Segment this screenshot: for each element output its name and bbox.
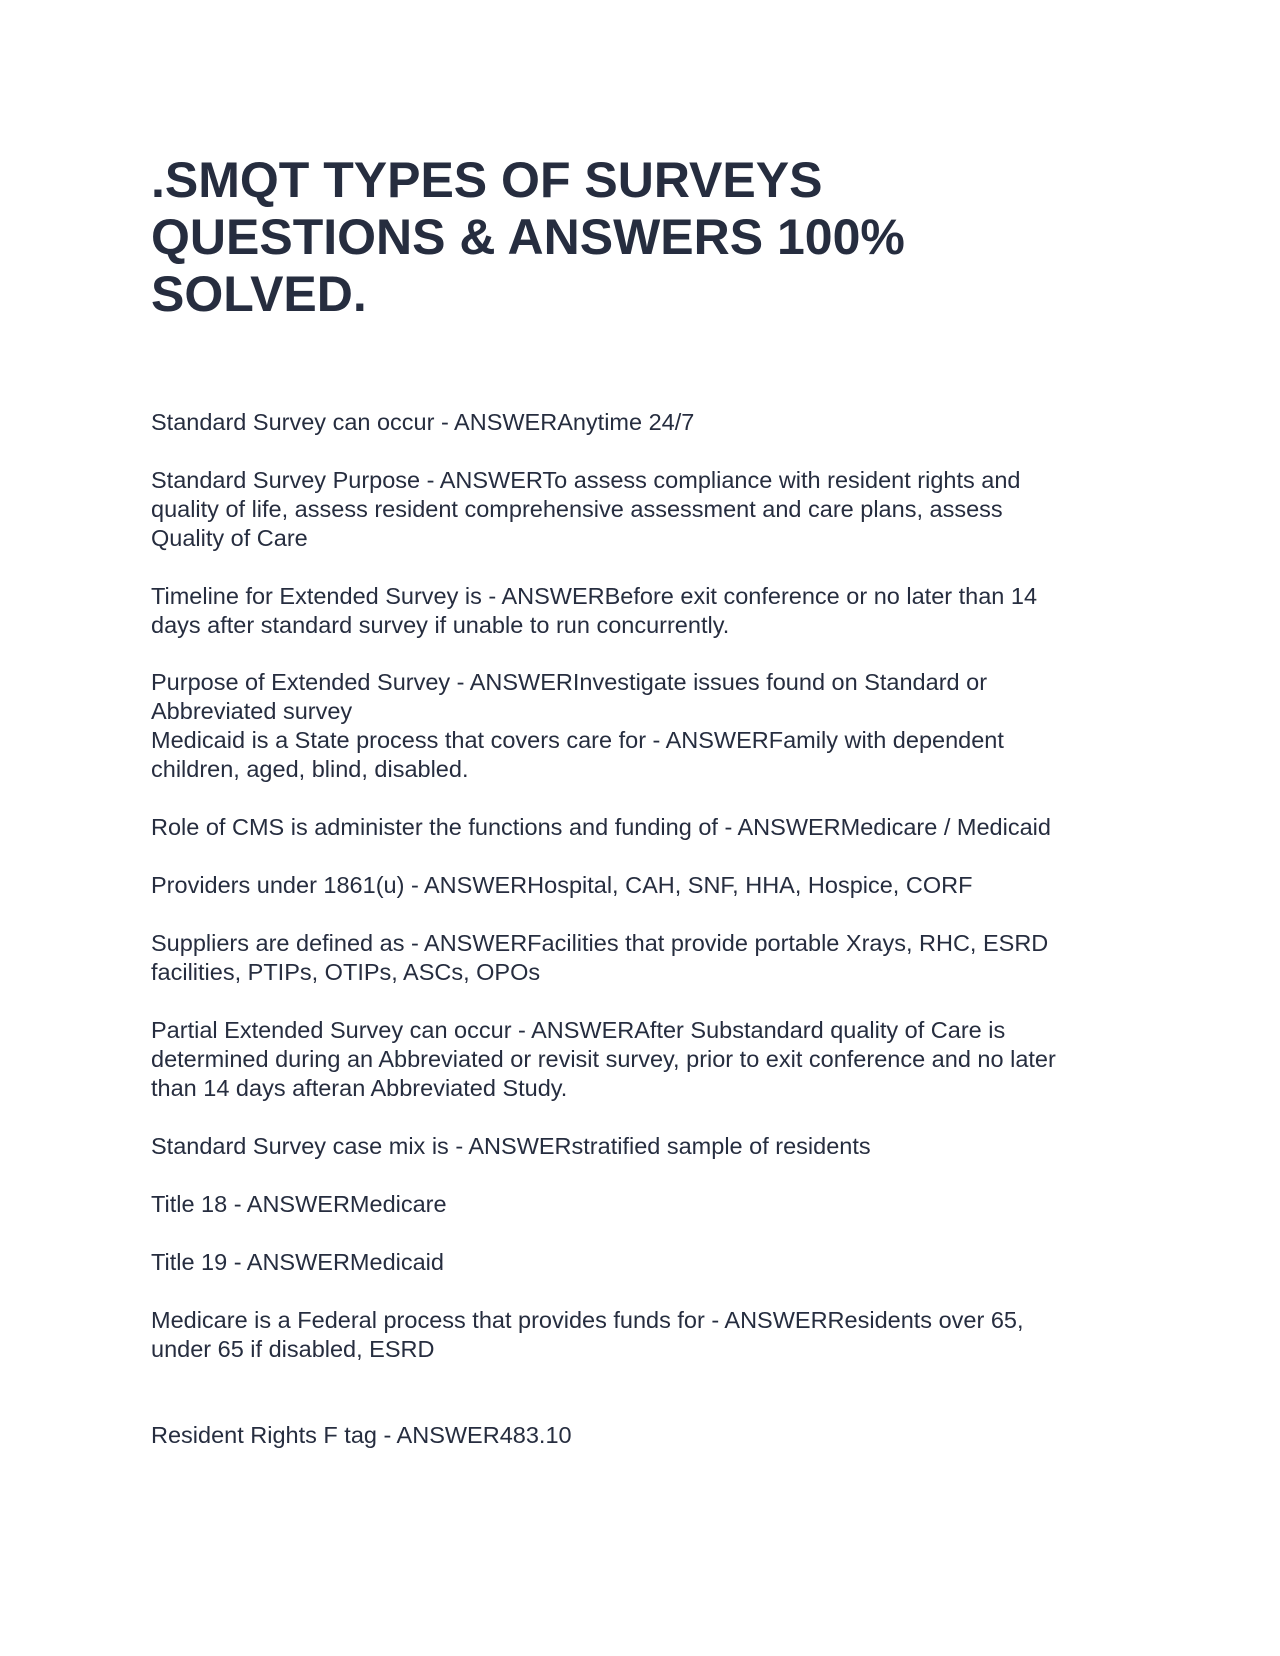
title-line: SOLVED. (151, 266, 367, 322)
qa-line: Purpose of Extended Survey - ANSWERInvestigate issues found on Standard or (151, 669, 988, 695)
qa-line: Abbreviated survey (151, 698, 353, 724)
title-line: .SMQT TYPES OF SURVEYS (151, 152, 823, 208)
qa-line: Partial Extended Survey can occur - ANSWERAfter Substandard quality of Care is (151, 1017, 1006, 1043)
qa-item-title-18 (151, 1190, 1151, 1219)
qa-item-suppliers-defined (151, 929, 1151, 987)
qa-item-standard-survey-purpose (151, 466, 1151, 553)
page-title (151, 152, 1151, 323)
qa-line: Resident Rights F tag - ANSWER483.10 (151, 1422, 572, 1448)
qa-item-resident-rights-ftag (151, 1421, 1151, 1450)
qa-line: Timeline for Extended Survey is - ANSWERBefore exit conference or no later than 14 (151, 583, 1038, 609)
qa-line: Suppliers are defined as - ANSWERFacilities that provide portable Xrays, RHC, ESRD (151, 930, 1049, 956)
qa-line: determined during an Abbreviated or revisit survey, prior to exit conference and no later (151, 1046, 1056, 1072)
qa-line: Medicare is a Federal process that provides funds for - ANSWERResidents over 65, (151, 1307, 1024, 1333)
qa-item-providers-1861u (151, 871, 1151, 900)
qa-item-medicaid-covers (151, 726, 1151, 784)
qa-item-partial-extended-survey (151, 1016, 1151, 1103)
qa-item-case-mix (151, 1132, 1151, 1161)
qa-line: Providers under 1861(u) - ANSWERHospital, CAH, SNF, HHA, Hospice, CORF (151, 872, 973, 898)
qa-line: than 14 days afteran Abbreviated Study. (151, 1075, 568, 1101)
qa-line: children, aged, blind, disabled. (151, 756, 469, 782)
qa-line: Standard Survey case mix is - ANSWERstratified sample of residents (151, 1133, 871, 1159)
qa-item-standard-survey-occur (151, 408, 1151, 437)
qa-line: Role of CMS is administer the functions and funding of - ANSWERMedicare / Medicaid (151, 814, 1051, 840)
qa-line: Standard Survey can occur - ANSWERAnytime 24/7 (151, 409, 695, 435)
qa-item-medicare-funds (151, 1306, 1151, 1364)
qa-item-extended-survey-timeline (151, 582, 1151, 640)
qa-line: quality of life, assess resident comprehensive assessment and care plans, assess (151, 496, 1003, 522)
qa-item-title-19 (151, 1248, 1151, 1277)
qa-line: facilities, PTIPs, OTIPs, ASCs, OPOs (151, 959, 541, 985)
qa-line: under 65 if disabled, ESRD (151, 1336, 435, 1362)
qa-line: Title 18 - ANSWERMedicare (151, 1191, 447, 1217)
qa-line: Title 19 - ANSWERMedicaid (151, 1249, 444, 1275)
qa-line: Standard Survey Purpose - ANSWERTo assess compliance with resident rights and (151, 467, 1021, 493)
qa-line: Medicaid is a State process that covers care for - ANSWERFamily with dependent (151, 727, 1004, 753)
title-line: QUESTIONS & ANSWERS 100% (151, 209, 905, 265)
qa-line: days after standard survey if unable to run concurrently. (151, 612, 730, 638)
qa-item-role-of-cms (151, 813, 1151, 842)
qa-item-extended-survey-purpose (151, 668, 1151, 726)
qa-line: Quality of Care (151, 525, 308, 551)
